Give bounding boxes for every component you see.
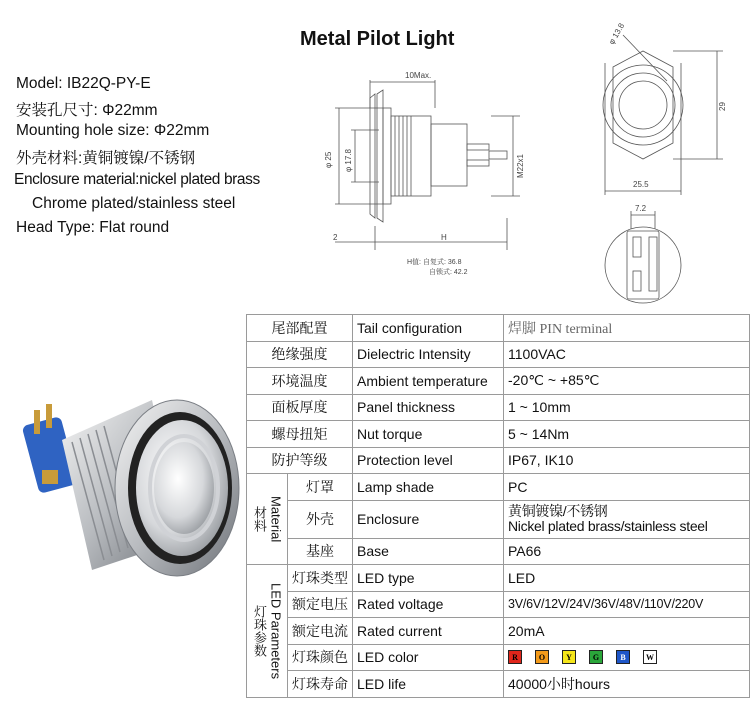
led-color-swatch: W — [643, 650, 657, 664]
spec-table — [246, 314, 750, 698]
protection-value: IP67, IK10 — [504, 447, 750, 474]
ambient-value: -20℃ ~ +85℃ — [504, 368, 750, 395]
dim-d25: φ 25 — [324, 151, 333, 168]
panel-label-en: Panel thickness — [353, 394, 504, 421]
spec-hole-cn: 安装孔尺寸: Φ22mm — [16, 102, 158, 119]
led-color-value — [504, 644, 750, 671]
life-value: 40000小时hours — [504, 671, 750, 698]
dim-25-5: 25.5 — [633, 180, 649, 189]
base-label-cn: 基座 — [288, 538, 353, 565]
enclosure-value — [504, 500, 750, 538]
ambient-label-cn: 环境温度 — [247, 368, 353, 395]
dim-10max: 10Max. — [405, 71, 432, 80]
spec-enclosure-en: Enclosure material:nickel plated brass — [14, 171, 260, 188]
led-group-cn: 灯珠参数 — [252, 604, 267, 657]
dielectric-value: 1100VAC — [504, 341, 750, 368]
current-value: 20mA — [504, 618, 750, 645]
side-view-drawing — [295, 68, 535, 283]
table-row — [247, 315, 750, 342]
spec-hole-en: Mounting hole size: Φ22mm — [16, 122, 210, 139]
tail-label-cn: 尾部配置 — [247, 315, 353, 342]
panel-value: 1 ~ 10mm — [504, 394, 750, 421]
table-row — [247, 618, 750, 645]
enclosure-value-en: Nickel plated brass/stainless steel — [508, 518, 708, 534]
dim-d13-8: φ 13.8 — [606, 21, 627, 46]
material-group — [247, 474, 288, 565]
led-group — [247, 565, 288, 698]
led-type-label-cn: 灯珠类型 — [288, 565, 353, 592]
nut-value: 5 ~ 14Nm — [504, 421, 750, 448]
led-color-swatch: B — [616, 650, 630, 664]
dim-h: H — [441, 233, 447, 242]
spec-model: Model: IB22Q-PY-E — [16, 75, 151, 92]
table-row — [247, 565, 750, 592]
table-row — [247, 591, 750, 618]
dim-d17-8: φ 17.8 — [344, 149, 353, 172]
led-type-label-en: LED type — [353, 565, 504, 592]
panel-label-cn: 面板厚度 — [247, 394, 353, 421]
ambient-label-en: Ambient temperature — [353, 368, 504, 395]
table-row — [247, 538, 750, 565]
lamp-label-cn: 灯罩 — [288, 474, 353, 501]
life-label-cn: 灯珠寿命 — [288, 671, 353, 698]
life-label-en: LED life — [353, 671, 504, 698]
led-color-swatch: R — [508, 650, 522, 664]
protection-label-cn: 防护等级 — [247, 447, 353, 474]
led-color-swatches — [508, 650, 745, 664]
protection-label-en: Protection level — [353, 447, 504, 474]
voltage-label-cn: 额定电压 — [288, 591, 353, 618]
table-row — [247, 671, 750, 698]
table-row — [247, 500, 750, 538]
led-color-swatch: O — [535, 650, 549, 664]
led-color-swatch: G — [589, 650, 603, 664]
color-label-en: LED color — [353, 644, 504, 671]
dim-29: 29 — [718, 102, 727, 111]
front-view-drawing — [575, 15, 735, 305]
dielectric-label-cn: 绝缘强度 — [247, 341, 353, 368]
table-row — [247, 368, 750, 395]
spec-enclosure-en2: Chrome plated/stainless steel — [32, 195, 236, 212]
base-label-en: Base — [353, 538, 504, 565]
enclosure-label-en: Enclosure — [353, 500, 504, 538]
h-note1: H值: 自复式: 36.8 — [407, 259, 462, 266]
nut-label-cn: 螺母扭矩 — [247, 421, 353, 448]
enclosure-label-cn: 外壳 — [288, 500, 353, 538]
enclosure-value-cn: 黄铜镀镍/不锈钢 — [508, 503, 608, 520]
lamp-value: PC — [504, 474, 750, 501]
table-row — [247, 394, 750, 421]
led-group-en: LED Parameters — [268, 582, 284, 679]
led-color-swatch: Y — [562, 650, 576, 664]
table-row — [247, 421, 750, 448]
led-type-value: LED — [504, 565, 750, 592]
current-label-cn: 额定电流 — [288, 618, 353, 645]
lamp-label-en: Lamp shade — [353, 474, 504, 501]
tail-value: 焊脚 PIN terminal — [504, 315, 750, 342]
dim-2: 2 — [333, 233, 338, 242]
voltage-label-en: Rated voltage — [353, 591, 504, 618]
product-photo — [12, 380, 244, 590]
color-label-cn: 灯珠颜色 — [288, 644, 353, 671]
current-label-en: Rated current — [353, 618, 504, 645]
spec-enclosure-cn: 外壳材料:黄铜镀镍/不锈钢 — [16, 150, 196, 167]
table-row — [247, 644, 750, 671]
dim-7-2: 7.2 — [635, 204, 647, 213]
page-title: Metal Pilot Light — [300, 28, 455, 50]
spec-head-type: Head Type: Flat round — [16, 219, 170, 236]
material-group-en: Material — [268, 495, 284, 543]
tail-label-en: Tail configuration — [353, 315, 504, 342]
nut-label-en: Nut torque — [353, 421, 504, 448]
dim-m22: M22x1 — [516, 153, 525, 178]
h-note2: 自锁式: 42.2 — [429, 269, 468, 276]
dielectric-label-en: Dielectric Intensity — [353, 341, 504, 368]
table-row — [247, 447, 750, 474]
material-group-cn: 材料 — [252, 506, 267, 532]
table-row — [247, 341, 750, 368]
voltage-value: 3V/6V/12V/24V/36V/48V/110V/220V — [504, 591, 750, 618]
table-row — [247, 474, 750, 501]
base-value: PA66 — [504, 538, 750, 565]
